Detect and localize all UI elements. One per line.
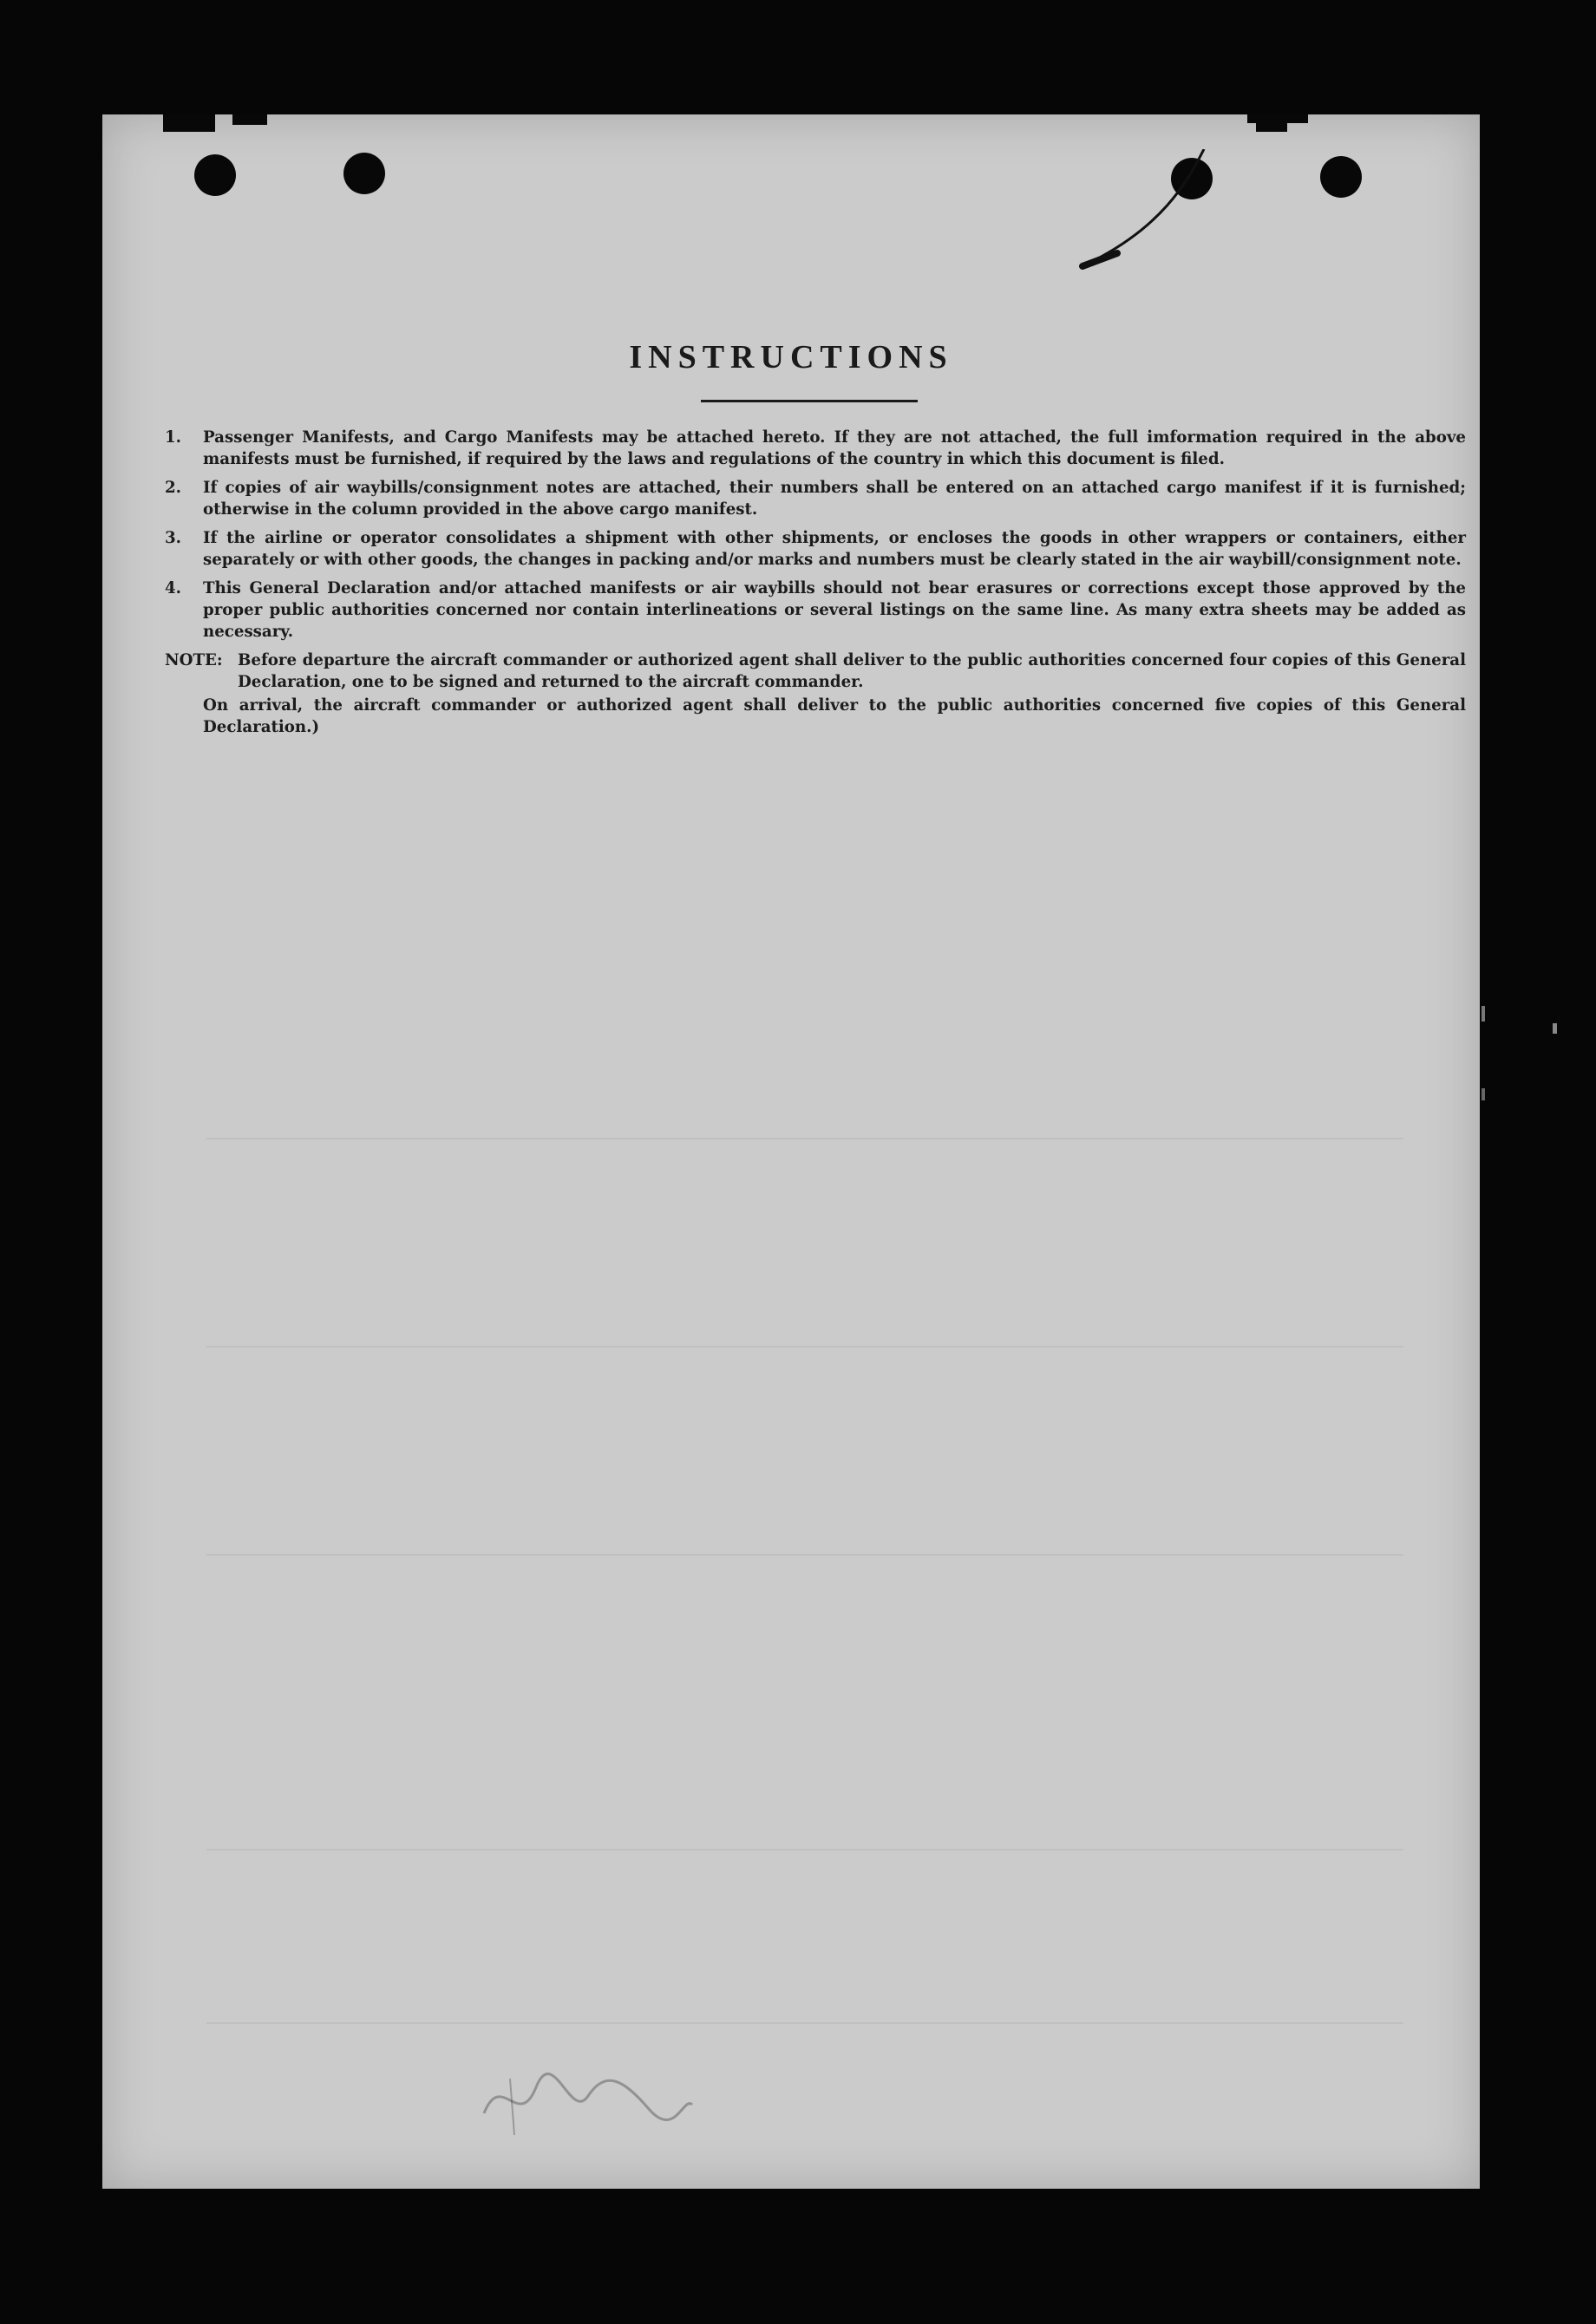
torn-edge bbox=[163, 114, 215, 132]
item-number: 4. bbox=[165, 579, 181, 597]
instructions-list bbox=[165, 427, 1466, 738]
signature-mark bbox=[475, 2061, 701, 2139]
item-number: 1. bbox=[165, 428, 181, 447]
scan-speck bbox=[1553, 1023, 1557, 1034]
torn-edge bbox=[1247, 114, 1308, 123]
scan-speck bbox=[1482, 1006, 1485, 1022]
note-text: Before departure the aircraft commander or authorized agent shall deliver to the public authorities concerned four copies of this General Declaration, one to be signed and returned to the aircraft commander. bbox=[238, 651, 1466, 691]
punch-hole bbox=[1320, 156, 1362, 198]
bleed-through-line bbox=[206, 2022, 1403, 2024]
document-page bbox=[102, 114, 1480, 2189]
bleed-through-line bbox=[206, 1554, 1403, 1556]
instruction-item bbox=[165, 427, 1466, 470]
title-underline bbox=[701, 400, 918, 402]
item-text: If copies of air waybills/consignment notes are attached, their numbers shall be entered on an attached cargo manifest if it is furnished; otherwise in the column provided in the above cargo manifest. bbox=[203, 479, 1466, 519]
item-text: Passenger Manifests, and Cargo Manifests may be attached hereto. If they are not attached, the full imformation required in the above manifests must be furnished, if required by the laws and regulations of the country in which this document is filed. bbox=[203, 428, 1466, 468]
item-number: 3. bbox=[165, 529, 181, 547]
item-number: 2. bbox=[165, 479, 181, 497]
item-text: If the airline or operator consolidates a shipment with other shipments, or encloses the goods in other wrappers or containers, either separately or with other goods, the changes in packing and/or marks and numbers must be clearly stated in the air waybill/consignment note. bbox=[203, 529, 1466, 569]
bleed-through-line bbox=[206, 1849, 1403, 1851]
note-arrival-text: On arrival, the aircraft commander or authorized agent shall deliver to the public authorities concerned five copies of this General Declaration.) bbox=[203, 696, 1466, 736]
torn-edge bbox=[232, 114, 267, 125]
note-block bbox=[165, 650, 1466, 693]
punch-hole bbox=[194, 154, 236, 196]
instruction-item bbox=[165, 578, 1466, 643]
bleed-through-line bbox=[206, 1346, 1403, 1348]
instruction-item bbox=[165, 477, 1466, 520]
pen-mark bbox=[1056, 149, 1213, 271]
instruction-item bbox=[165, 527, 1466, 571]
scan-speck bbox=[1482, 1088, 1485, 1100]
item-text: This General Declaration and/or attached manifests or air waybills should not bear erasures or corrections except those approved by the proper public authorities concerned nor contain interlineations or several listings on the same line. As many extra sheets may be added as necessary. bbox=[203, 579, 1466, 641]
punch-hole bbox=[343, 153, 385, 194]
instructions-title: INSTRUCTIONS bbox=[629, 339, 953, 375]
note-label: NOTE: bbox=[165, 651, 223, 669]
bleed-through-line bbox=[206, 1138, 1403, 1139]
